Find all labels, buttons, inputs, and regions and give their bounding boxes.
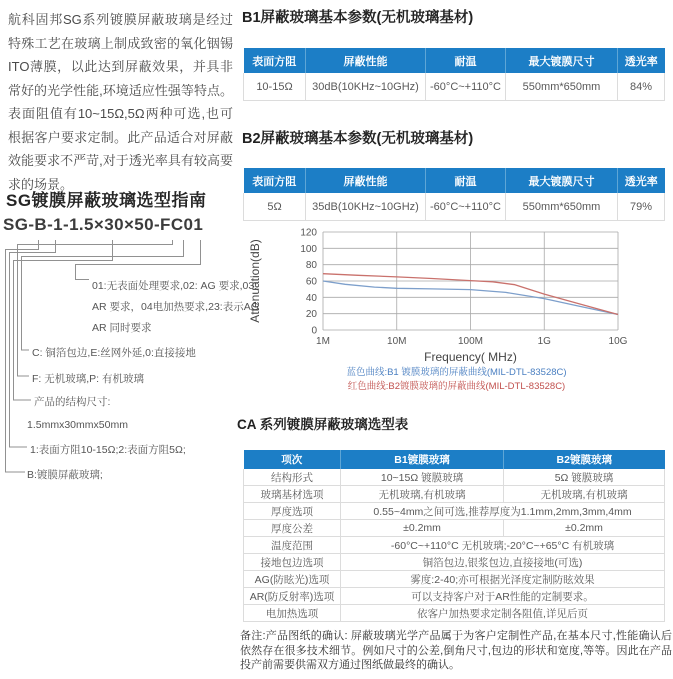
b2-parameter-table xyxy=(243,168,665,221)
svg-text:10M: 10M xyxy=(387,336,407,347)
b1-table-data-row xyxy=(244,73,665,101)
b1-header-transmittance: 透光率 xyxy=(618,48,665,73)
ca-row-value-span: 铜箔包边,银浆包边,直接接地(可选) xyxy=(341,554,665,571)
ca-section-title: CA 系列镀膜屏蔽玻璃选型表 xyxy=(237,417,409,432)
ca-row-label: 温度范围 xyxy=(244,537,341,554)
chart-caption-blue: 蓝色曲线:B1 镀膜玻璃的屏蔽曲线(MIL-DTL-83528C) xyxy=(346,367,567,378)
b1-cell-transmittance: 84% xyxy=(618,73,665,101)
ca-table-row xyxy=(244,486,665,503)
b2-header-max-size: 最大镀膜尺寸 xyxy=(506,168,618,193)
ca-row-value-span: 依客户加热要求定制各阻值,详见后页 xyxy=(341,605,665,622)
ca-row-value-b1: ±0.2mm xyxy=(341,520,504,537)
b2-section-title: B2屏蔽玻璃基本参数(无机玻璃基材) xyxy=(242,131,474,147)
b2-header-temperature: 耐温 xyxy=(426,168,506,193)
ca-table-row xyxy=(244,469,665,486)
svg-text:120: 120 xyxy=(300,227,317,239)
chart-caption-red: 红色曲线:B2镀膜玻璃的屏蔽曲线(MIL-DTL-83528C) xyxy=(347,381,566,392)
b2-table-header-row xyxy=(244,168,665,193)
svg-text:Frequency( MHz): Frequency( MHz) xyxy=(424,350,517,364)
ca-row-label: AR(防反射率)选项 xyxy=(244,588,341,605)
b2-cell-transmittance: 79% xyxy=(618,193,665,221)
ca-header-item: 项次 xyxy=(244,450,341,469)
svg-text:80: 80 xyxy=(305,260,317,272)
legend-surface-treatment-line1: 01:无表面处理要求,02: AG 要求,03: xyxy=(92,280,258,292)
ca-row-value-b1: 10~15Ω 镀膜玻璃 xyxy=(341,469,504,486)
ca-table-row xyxy=(244,537,665,554)
ca-row-label: 厚度公差 xyxy=(244,520,341,537)
b2-header-surface-resistance: 表面方阻 xyxy=(244,168,306,193)
ca-table-row xyxy=(244,554,665,571)
b2-table-data-row xyxy=(244,193,665,221)
legend-dimensions-label: 产品的结构尺寸: xyxy=(34,396,111,408)
ca-row-value-b2: ±0.2mm xyxy=(504,520,665,537)
ca-selection-table xyxy=(243,450,665,622)
legend-grounding: C: 铜箔包边,E:丝网外延,0:直接接地 xyxy=(32,347,196,359)
legend-resistance: 1:表面方阻10-15Ω;2:表面方阻5Ω; xyxy=(30,444,186,456)
ca-table-row xyxy=(244,503,665,520)
ca-header-b1: B1镀膜玻璃 xyxy=(341,450,504,469)
legend-glass-type: B:镀膜屏蔽玻璃; xyxy=(27,469,103,481)
ca-row-value-span: -60°C~+110°C 无机玻璃;-20°C~+65°C 有机玻璃 xyxy=(341,537,665,554)
svg-text:0: 0 xyxy=(311,325,317,337)
ca-row-label: 厚度选项 xyxy=(244,503,341,520)
ca-row-value-b2: 5Ω 镀膜玻璃 xyxy=(504,469,665,486)
ca-table-header-row xyxy=(244,450,665,469)
ca-row-label: 电加热选项 xyxy=(244,605,341,622)
ca-row-label: 结构形式 xyxy=(244,469,341,486)
b2-header-transmittance: 透光率 xyxy=(618,168,665,193)
b2-cell-surface-resistance: 5Ω xyxy=(244,193,306,221)
svg-text:40: 40 xyxy=(305,292,317,304)
intro-paragraph: 航科固邦SG系列镀膜屏蔽玻璃是经过特殊工艺在玻璃上制成致密的氧化铟锡ITO薄膜，以此达到屏蔽效果，并具非常好的光学性能,环境适应性强等特点。表面阻值有10~15Ω,5Ω两种可选,也可根据客户要求定制。此产品适合对屏蔽效能要求不严苛,对于透光率具有较高要求的场景。 xyxy=(8,12,233,192)
chart-captions xyxy=(240,366,673,394)
b2-cell-max-size: 550mm*650mm xyxy=(506,193,618,221)
attenuation-chart xyxy=(240,222,673,367)
selection-guide-title: SG镀膜屏蔽玻璃选型指南 xyxy=(6,191,207,210)
svg-text:100M: 100M xyxy=(457,336,484,347)
ca-table-body xyxy=(244,469,665,622)
ca-row-value-span: 0.55~4mm之间可选,推荐厚度为1.1mm,2mm,3mm,4mm xyxy=(341,503,665,520)
b1-parameter-table xyxy=(243,48,665,101)
legend-surface-treatment-line2: AR 要求，04电加热要求,23:表示AG xyxy=(92,301,259,313)
ca-table-row xyxy=(244,571,665,588)
part-number-code: SG-B-1-1.5×30×50-FC01 xyxy=(3,215,204,234)
b2-cell-temperature: -60°C~+110°C xyxy=(426,193,506,221)
svg-text:10G: 10G xyxy=(608,336,628,347)
b1-cell-surface-resistance: 10-15Ω xyxy=(244,73,306,101)
ca-row-label: AG(防眩光)选项 xyxy=(244,571,341,588)
part-number-tree-lines xyxy=(0,0,232,490)
svg-text:60: 60 xyxy=(305,276,317,288)
b1-header-temperature: 耐温 xyxy=(426,48,506,73)
ca-row-value-span: 雾度:2-40;亦可根据光泽度定制防眩效果 xyxy=(341,571,665,588)
ca-row-value-b1: 无机玻璃,有机玻璃 xyxy=(341,486,504,503)
b1-table-header-row xyxy=(244,48,665,73)
b1-header-max-size: 最大镀膜尺寸 xyxy=(506,48,618,73)
svg-text:100: 100 xyxy=(300,243,317,255)
attenuation-chart-svg xyxy=(240,222,673,367)
svg-text:1G: 1G xyxy=(537,336,551,347)
ca-table-row xyxy=(244,605,665,622)
b1-section-title: B1屏蔽玻璃基本参数(无机玻璃基材) xyxy=(242,10,474,26)
legend-surface-treatment-line3: AR 同时要求 xyxy=(92,322,152,334)
ca-row-label: 接地包边选项 xyxy=(244,554,341,571)
b1-cell-temperature: -60°C~+110°C xyxy=(426,73,506,101)
svg-text:1M: 1M xyxy=(316,336,330,347)
legend-substrate: F: 无机玻璃,P: 有机玻璃 xyxy=(32,373,145,385)
b2-cell-shielding: 35dB(10KHz~10GHz) xyxy=(306,193,426,221)
legend-surface-treatment xyxy=(92,276,259,339)
svg-text:Attenuation(dB): Attenuation(dB) xyxy=(248,239,262,323)
ca-header-b2: B2镀膜玻璃 xyxy=(504,450,665,469)
b1-header-surface-resistance: 表面方阻 xyxy=(244,48,306,73)
b1-cell-max-size: 550mm*650mm xyxy=(506,73,618,101)
ca-row-label: 玻璃基材选项 xyxy=(244,486,341,503)
b1-header-shielding: 屏蔽性能 xyxy=(306,48,426,73)
ca-table-row xyxy=(244,588,665,605)
svg-text:20: 20 xyxy=(305,309,317,321)
ca-table-row xyxy=(244,520,665,537)
footer-note: 备注:产品图纸的确认: 屏蔽玻璃光学产品属于为客户定制性产品,在基本尺寸,性能确认后依然存在很多技术细节。例如尺寸的公差,倒角尺寸,包边的形状和宽度,等等。因此在产品投产前需要供需双方通过图纸做最终的确认。 xyxy=(240,630,672,671)
ca-row-value-b2: 无机玻璃,有机玻璃 xyxy=(504,486,665,503)
b1-cell-shielding: 30dB(10KHz~10GHz) xyxy=(306,73,426,101)
ca-row-value-span: 可以支持客户对于AR性能的定制要求。 xyxy=(341,588,665,605)
legend-dimensions-value: 1.5mmx30mmx50mm xyxy=(27,419,128,431)
b2-header-shielding: 屏蔽性能 xyxy=(306,168,426,193)
